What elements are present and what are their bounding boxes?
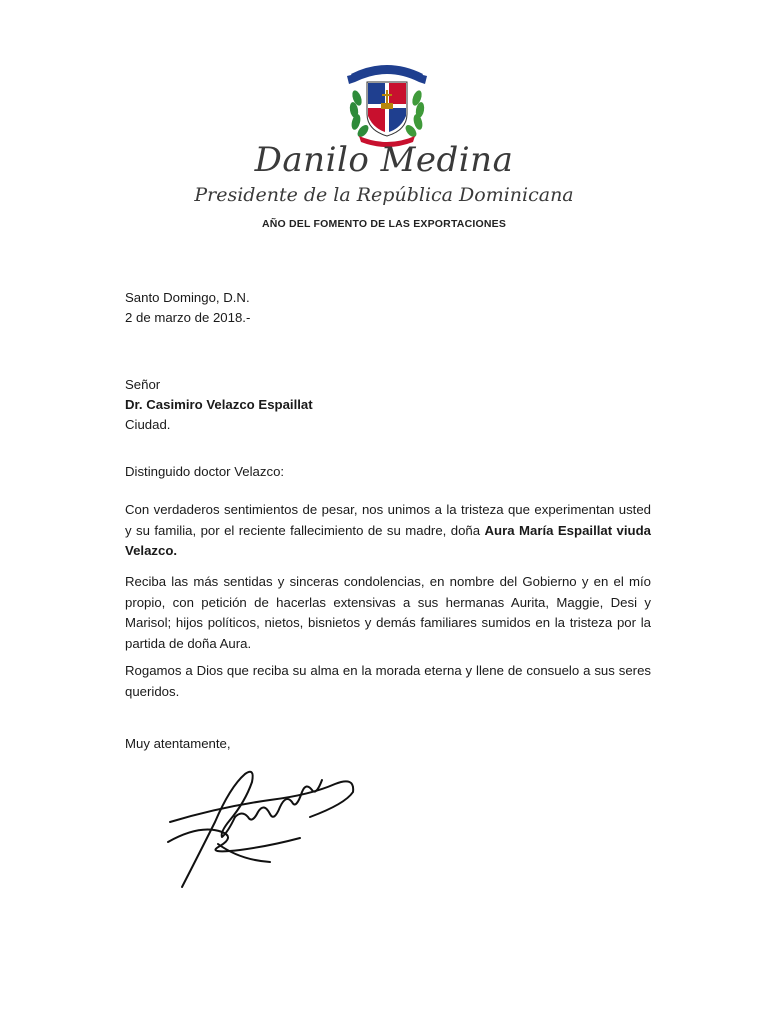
paragraph-3: Rogamos a Dios que reciba su alma en la morada eterna y llene de consuelo a sus seres queridos. — [125, 663, 651, 699]
paragraph-1-text: Con verdaderos sentimientos de pesar, nos unimos a la tristeza que experimentan usted y su familia, por el reciente fallecimiento de su madre, doña — [125, 502, 651, 538]
coat-of-arms-icon — [345, 52, 429, 148]
recipient-city: Ciudad. — [125, 417, 171, 432]
letterhead-title: Presidente de la República Dominicana — [194, 184, 574, 206]
paragraph-1-bold: Aura María Espaillat viuda Velazco. — [125, 522, 651, 558]
paragraph-1 — [125, 500, 651, 562]
recipient-name: Dr. Casimiro Velazco Espaillat — [125, 397, 313, 412]
signature-icon — [160, 762, 365, 892]
letter-date: 2 de marzo de 2018.- — [125, 310, 251, 325]
letterhead-name: Danilo Medina — [254, 140, 514, 180]
paragraph-2: Reciba las más sentidas y sinceras condolencias, en nombre del Gobierno y en el mío propio, con petición de hacerlas extensivas a sus hermanas Aurita, Maggie, Desi y Marisol; hijos políticos, nietos, bisnietos y demás familiares sumidos en la tristeza por la partida de doña Aura. — [125, 574, 651, 651]
letter-closing: Muy atentamente, — [125, 736, 231, 751]
letterhead-motto: AÑO DEL FOMENTO DE LAS EXPORTACIONES — [261, 218, 507, 230]
letter-salutation: Distinguido doctor Velazco: — [125, 464, 285, 479]
letter-place: Santo Domingo, D.N. — [125, 290, 250, 305]
recipient-salutation: Señor — [125, 377, 161, 392]
